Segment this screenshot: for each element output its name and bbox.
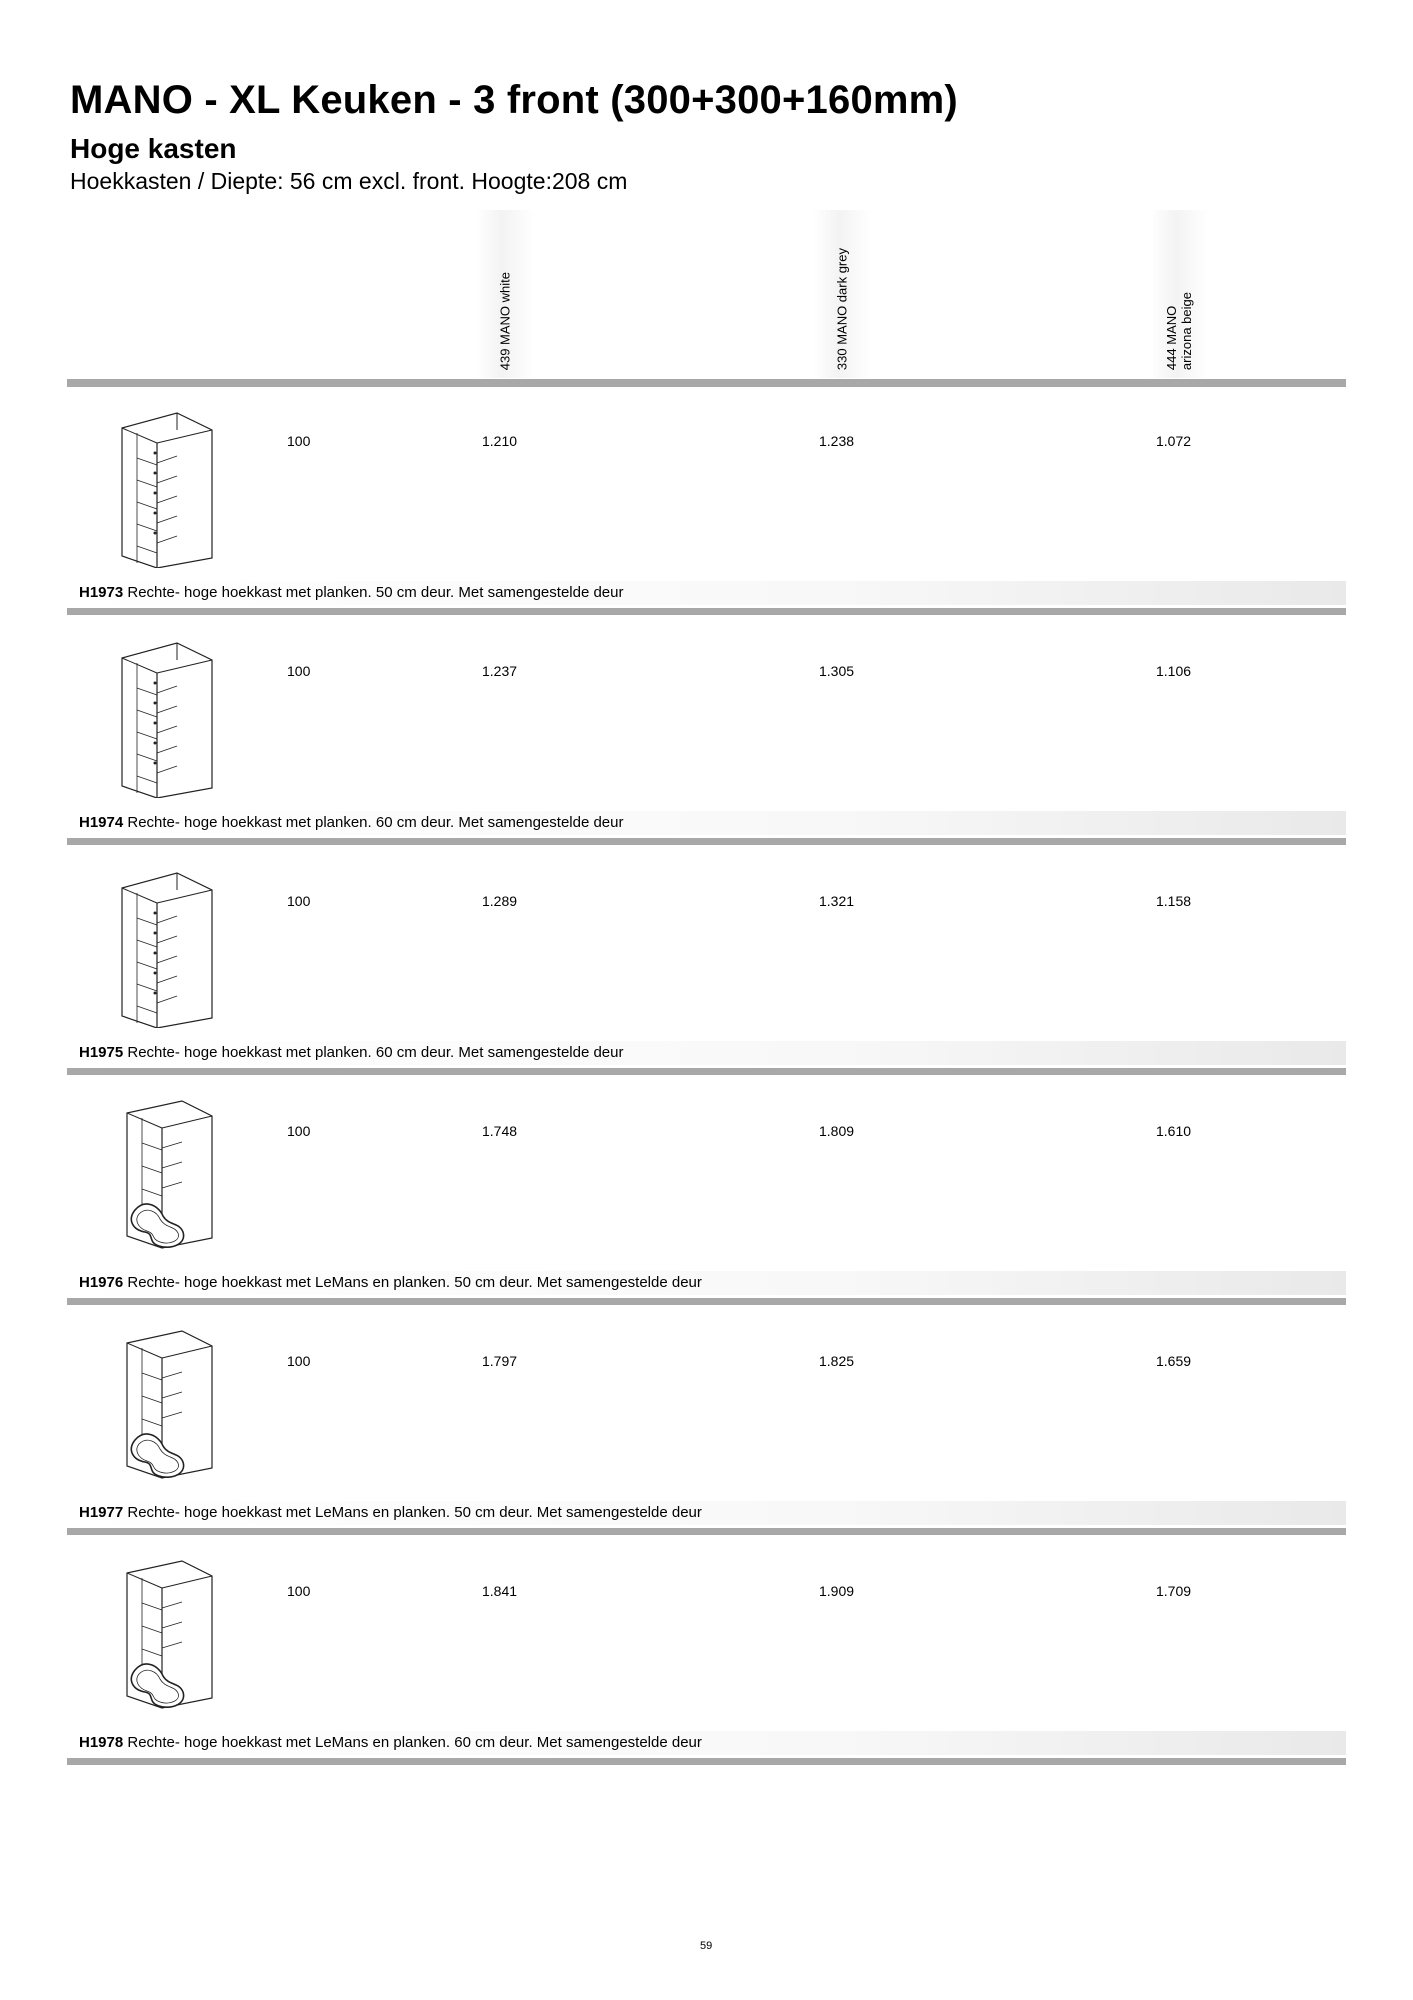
product-description [79,1274,702,1291]
page-title: MANO - XL Keuken - 3 front (300+300+160mm) [70,78,958,122]
quantity-value: 100 [287,1123,311,1139]
price-dark-grey: 1.809 [819,1123,855,1139]
table-row [67,1318,1346,1548]
page-number: 59 [700,1940,713,1952]
product-description [79,814,624,831]
price-dark-grey: 1.238 [819,433,855,449]
column-header-label: 439 MANO white [497,271,513,370]
row-divider [67,1068,1346,1075]
product-description-text: Rechte- hoge hoekkast met LeMans en planken. 60 cm deur. Met samengestelde deur [123,1734,702,1751]
tall-cabinet-shelves-icon [97,638,237,798]
price-dark-grey: 1.321 [819,893,855,909]
tall-cabinet-lemans-icon [97,1558,237,1718]
tall-cabinet-lemans-icon [97,1098,237,1258]
row-divider [67,1528,1346,1535]
price-white: 1.748 [482,1123,518,1139]
row-divider [67,608,1346,615]
product-code: H1973 [79,584,124,601]
price-arizona-beige: 1.158 [1156,893,1192,909]
product-code: H1976 [79,1274,124,1291]
price-dark-grey: 1.825 [819,1353,855,1369]
column-header-white [476,210,534,378]
column-header-dark-grey [813,210,871,378]
price-white: 1.797 [482,1353,518,1369]
product-description-text: Rechte- hoge hoekkast met planken. 60 cm deur. Met samengestelde deur [123,814,624,831]
price-arizona-beige: 1.072 [1156,433,1192,449]
column-header-label: 444 MANO arizona beige [1164,291,1194,370]
price-white: 1.237 [482,663,518,679]
product-description [79,1734,702,1751]
header-divider [67,379,1346,387]
product-code: H1977 [79,1504,124,1521]
product-description-text: Rechte- hoge hoekkast met LeMans en planken. 50 cm deur. Met samengestelde deur [123,1504,702,1521]
tall-cabinet-lemans-icon [97,1328,237,1488]
product-description-text: Rechte- hoge hoekkast met planken. 60 cm deur. Met samengestelde deur [123,1044,624,1061]
price-white: 1.289 [482,893,518,909]
quantity-value: 100 [287,663,311,679]
price-dark-grey: 1.909 [819,1583,855,1599]
product-code: H1978 [79,1734,124,1751]
price-arizona-beige: 1.659 [1156,1353,1192,1369]
column-header-label: 330 MANO dark grey [834,247,850,370]
row-divider [67,838,1346,845]
quantity-value: 100 [287,1583,311,1599]
product-code: H1975 [79,1044,124,1061]
row-divider [67,1298,1346,1305]
tall-cabinet-shelves-icon [97,408,237,568]
price-arizona-beige: 1.106 [1156,663,1192,679]
section-description: Hoekkasten / Diepte: 56 cm excl. front. Hoogte:208 cm [70,168,628,194]
table-row [67,858,1346,1088]
product-description [79,1504,702,1521]
price-white: 1.210 [482,433,518,449]
table-row [67,398,1346,628]
quantity-value: 100 [287,433,311,449]
product-description-text: Rechte- hoge hoekkast met LeMans en planken. 50 cm deur. Met samengestelde deur [123,1274,702,1291]
price-arizona-beige: 1.709 [1156,1583,1192,1599]
price-arizona-beige: 1.610 [1156,1123,1192,1139]
quantity-value: 100 [287,893,311,909]
product-description [79,1044,624,1061]
column-header-arizona-beige [1150,210,1208,378]
product-code: H1974 [79,814,124,831]
section-title: Hoge kasten [70,133,237,164]
table-row [67,1088,1346,1318]
price-dark-grey: 1.305 [819,663,855,679]
table-row [67,628,1346,858]
quantity-value: 100 [287,1353,311,1369]
product-description-text: Rechte- hoge hoekkast met planken. 50 cm deur. Met samengestelde deur [123,584,624,601]
row-divider [67,1758,1346,1765]
table-row [67,1548,1346,1778]
tall-cabinet-shelves-icon [97,868,237,1028]
product-description [79,584,624,601]
price-white: 1.841 [482,1583,518,1599]
